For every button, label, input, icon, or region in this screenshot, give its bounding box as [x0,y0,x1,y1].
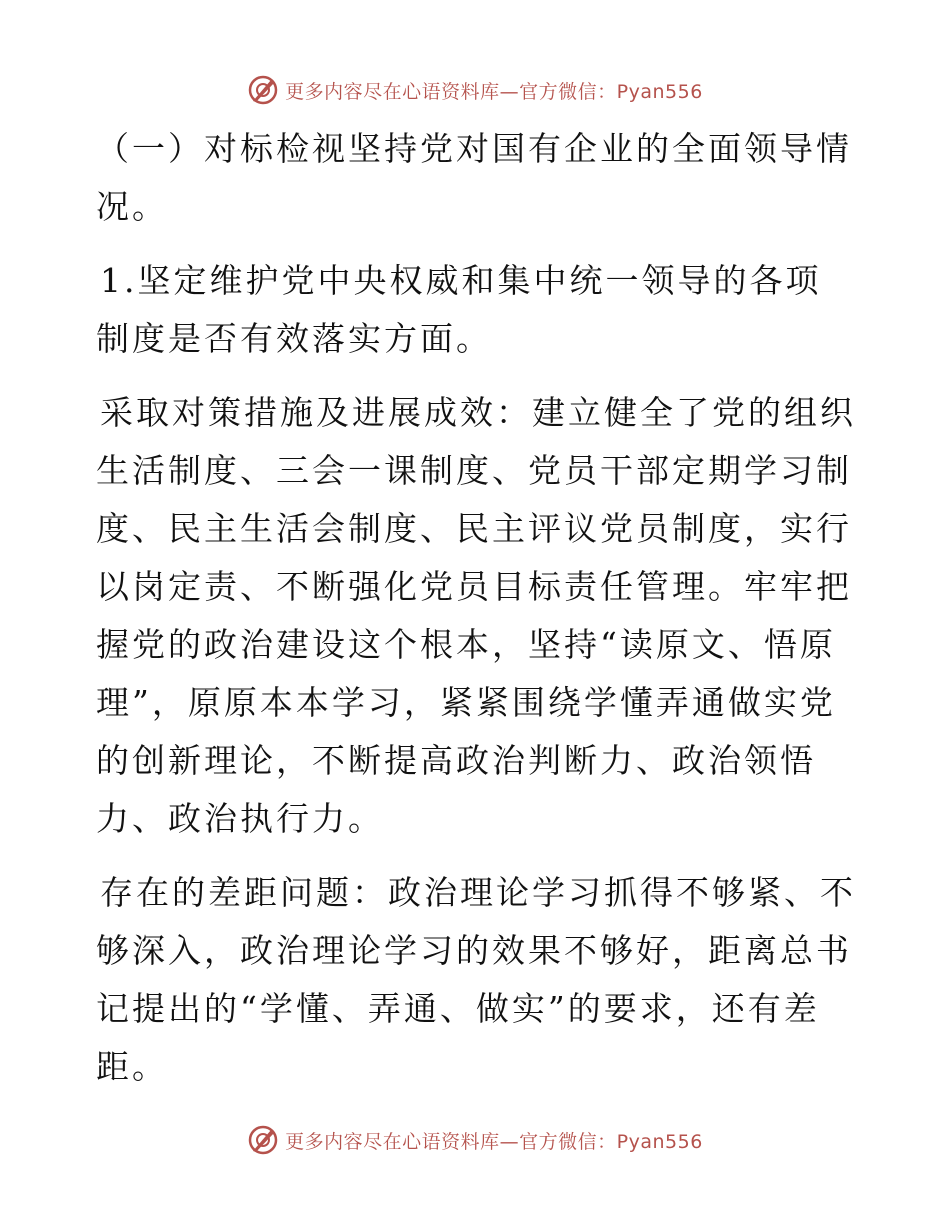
quill-circle-logo-icon [247,1124,279,1156]
header-watermark-banner [0,70,950,110]
document-body [96,120,856,1112]
footer-banner-text: 更多内容尽在心语资料库—官方微信：Pyan556 [285,1130,703,1153]
item-heading: 1.坚定维护党中央权威和集中统一领导的各项制度是否有效落实方面。 [96,261,822,358]
measures-paragraph: 采取对策措施及进展成效：建立健全了党的组织生活制度、三会一课制度、党员干部定期学习制度、民主生活会制度、民主评议党员制度，实行以岗定责、不断强化党员目标责任管理。牢牢把握党的政治建设这个根本，坚持“读原文、悟原理”，原原本本学习，紧紧围绕学懂弄通做实党的创新理论，不断提高政治判断力、政治领悟力、政治执行力。 [96,393,856,838]
footer-watermark-banner [0,1120,950,1160]
quill-circle-logo-icon [247,74,279,106]
problems-paragraph: 存在的差距问题：政治理论学习抓得不够紧、不够深入，政治理论学习的效果不够好，距离总书记提出的“学懂、弄通、做实”的要求，还有差距。 [96,873,856,1086]
section-heading: （一）对标检视坚持党对国有企业的全面领导情况。 [96,129,852,226]
header-banner-text: 更多内容尽在心语资料库—官方微信：Pyan556 [285,80,703,103]
